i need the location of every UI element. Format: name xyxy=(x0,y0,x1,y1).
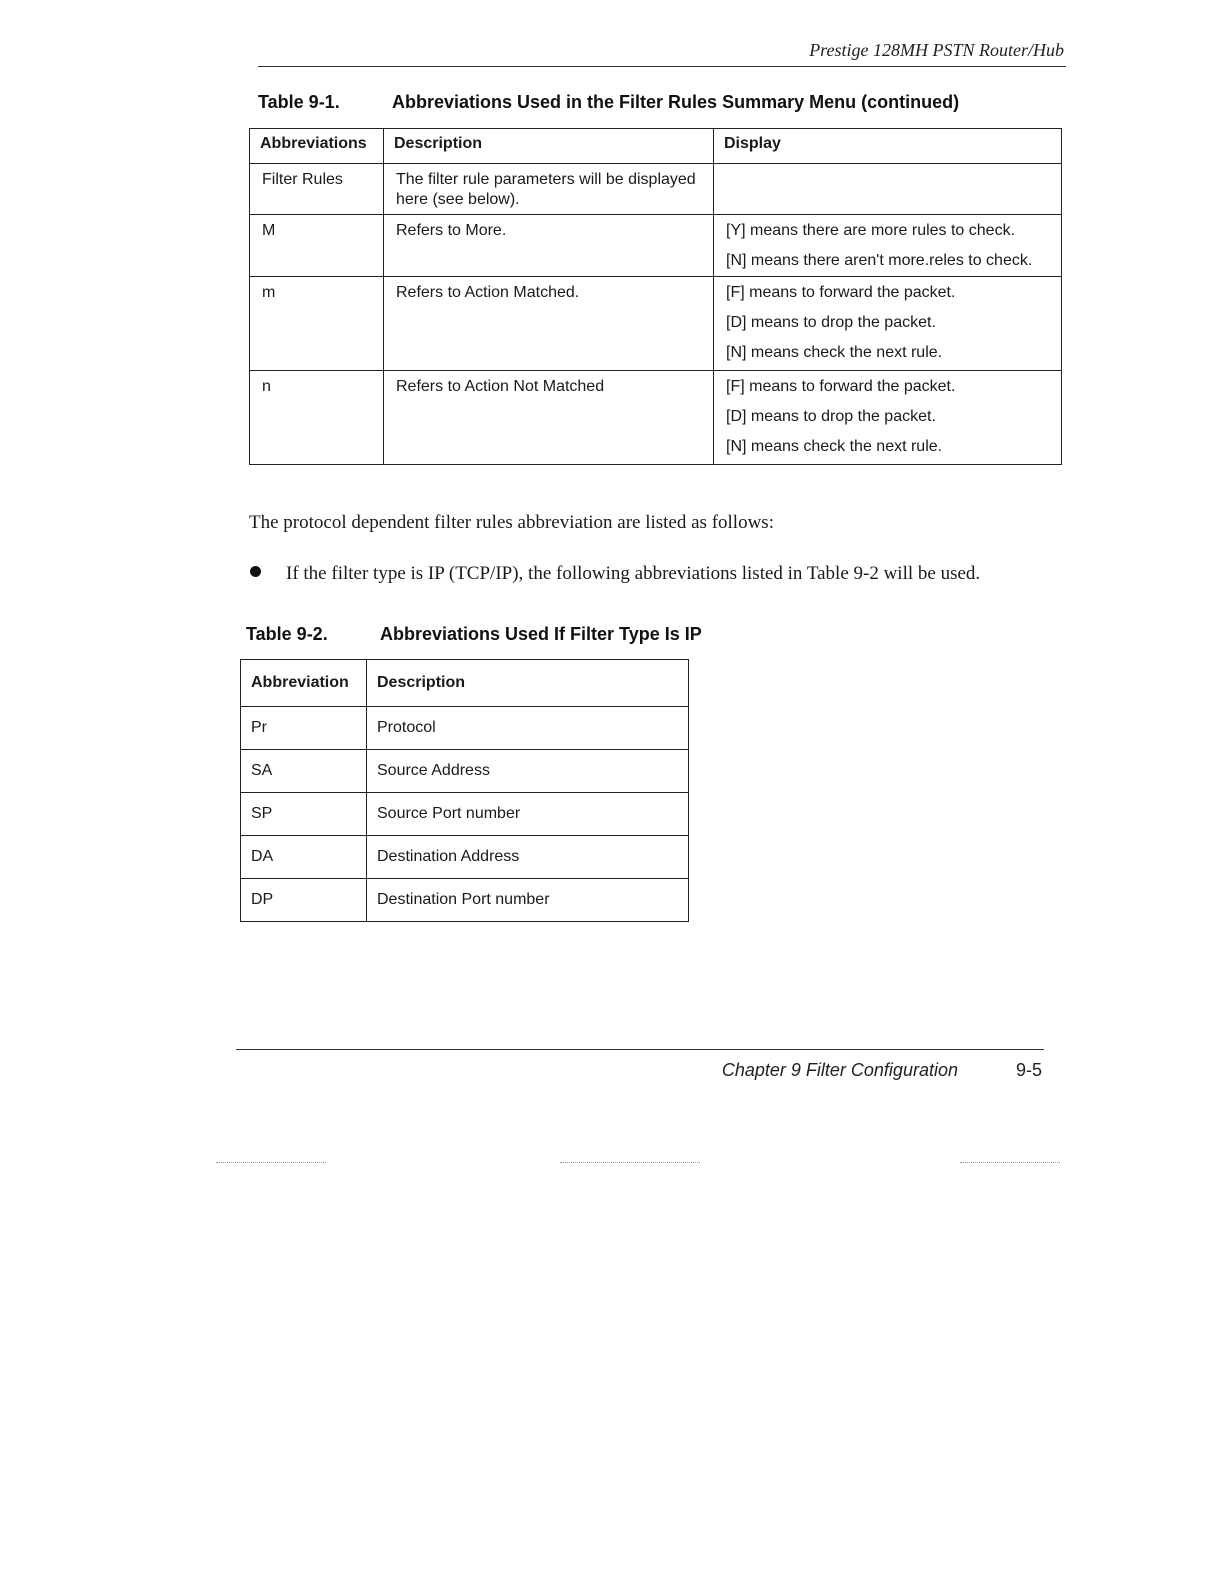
table2-row xyxy=(241,879,689,922)
bullet-text: If the filter type is IP (TCP/IP), the following abbreviations listed in Table 9-2 will be used. xyxy=(286,563,981,584)
table1-cell-description: Refers to More. xyxy=(384,215,714,277)
table1-row xyxy=(250,371,1062,465)
footer xyxy=(600,1060,1042,1081)
table1-row xyxy=(250,215,1062,277)
table1-number: Table 9-1. xyxy=(258,92,340,112)
table1-row xyxy=(250,277,1062,371)
table2-number: Table 9-2. xyxy=(246,624,328,644)
table2-col-abbreviation: Abbreviation xyxy=(241,660,367,707)
table2-cell-description: Destination Address xyxy=(367,836,689,879)
table1-col-display: Display xyxy=(714,129,1062,164)
table2-cell-description: Protocol xyxy=(367,707,689,750)
table2-row xyxy=(241,836,689,879)
display-line: [F] means to forward the packet. xyxy=(726,284,956,301)
display-line: [F] means to forward the packet. xyxy=(726,378,956,395)
table2-header-row xyxy=(241,660,689,707)
table2-cell-description: Source Address xyxy=(367,750,689,793)
page-number: 9-5 xyxy=(1015,1060,1042,1080)
table1-row xyxy=(250,164,1062,215)
table1-cell-description: Refers to Action Matched. xyxy=(384,277,714,371)
display-line: [D] means to drop the packet. xyxy=(726,314,936,331)
table1-caption xyxy=(258,92,959,113)
table1-cell-display xyxy=(714,371,1062,465)
table1-cell-abbreviation: M xyxy=(250,215,384,277)
table2-cell-abbreviation: Pr xyxy=(241,707,367,750)
table1-header-row xyxy=(250,129,1062,164)
table1-col-description: Description xyxy=(384,129,714,164)
display-line: [Y] means there are more rules to check. xyxy=(726,222,1016,239)
table1-cell-display xyxy=(714,215,1062,277)
table2-cell-description: Destination Port number xyxy=(367,879,689,922)
header-rule xyxy=(258,66,1066,67)
table2-row xyxy=(241,793,689,836)
display-line: [N] means check the next rule. xyxy=(726,344,943,361)
table1-cell-description: Refers to Action Not Matched xyxy=(384,371,714,465)
table2-cell-abbreviation: SP xyxy=(241,793,367,836)
display-line: [N] means there aren't more.reles to check. xyxy=(726,252,1033,269)
table2-cell-abbreviation: DA xyxy=(241,836,367,879)
table2 xyxy=(240,659,689,922)
table2-cell-abbreviation: SA xyxy=(241,750,367,793)
table2-row xyxy=(241,707,689,750)
running-header: Prestige 128MH PSTN Router/Hub xyxy=(809,40,1064,60)
table2-col-description: Description xyxy=(367,660,689,707)
footer-rule xyxy=(236,1049,1044,1050)
scan-speckle xyxy=(960,1162,1060,1163)
table2-title: Abbreviations Used If Filter Type Is IP xyxy=(380,624,702,644)
table1-col-abbreviations: Abbreviations xyxy=(250,129,384,164)
scan-speckle xyxy=(216,1162,326,1163)
bullet-icon xyxy=(250,566,261,577)
table2-cell-abbreviation: DP xyxy=(241,879,367,922)
scan-speckle xyxy=(560,1162,700,1163)
footer-chapter: Chapter 9 Filter Configuration xyxy=(721,1060,958,1080)
table1-cell-abbreviation: m xyxy=(250,277,384,371)
table2-caption xyxy=(246,624,702,645)
display-line: [D] means to drop the packet. xyxy=(726,408,936,425)
display-line: [N] means check the next rule. xyxy=(726,438,943,455)
table2-row xyxy=(241,750,689,793)
table1-title: Abbreviations Used in the Filter Rules Summary Menu (continued) xyxy=(392,92,960,112)
table1-cell-abbreviation: n xyxy=(250,371,384,465)
table1-cell-display xyxy=(714,277,1062,371)
table1-cell-description: The filter rule parameters will be displayed here (see below). xyxy=(384,164,714,215)
table2-cell-description: Source Port number xyxy=(367,793,689,836)
table1-cell-display xyxy=(714,164,1062,215)
intro-paragraph: The protocol dependent filter rules abbreviation are listed as follows: xyxy=(249,512,774,533)
table1 xyxy=(249,128,1062,465)
table1-cell-abbreviation: Filter Rules xyxy=(250,164,384,215)
